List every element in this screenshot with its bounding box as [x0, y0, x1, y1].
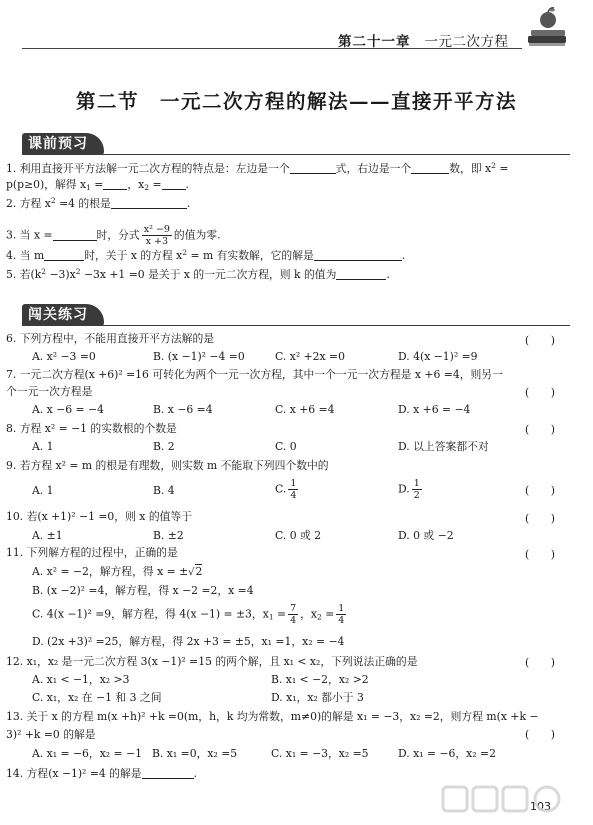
q14-blank[interactable]: [142, 767, 194, 779]
section-title: 第二节 一元二次方程的解法——直接开平方法: [75, 90, 517, 113]
question-6-stem: 6. 下列方程中，不能用直接开平方法解的是: [6, 332, 215, 345]
question-11-stem: 11. 下列解方程的过程中，正确的是: [6, 546, 178, 559]
q1-blank-x2[interactable]: [162, 178, 186, 190]
q2-blank[interactable]: [111, 197, 187, 209]
q7-option-b[interactable]: B. x −6 =4: [153, 403, 213, 416]
answer-parens-12[interactable]: ( ): [525, 656, 556, 669]
answer-parens-8[interactable]: ( ): [525, 423, 556, 436]
q12-option-b[interactable]: B. x₁ < −2，x₂ >2: [271, 673, 369, 686]
q3-blank[interactable]: [53, 229, 97, 241]
question-8-stem: 8. 方程 x² = −1 的实数根的个数是: [6, 422, 177, 435]
q5-blank[interactable]: [336, 268, 386, 280]
question-1-line-1: 1. 利用直接开平方法解一元二次方程的特点是：左边是一个 式，右边是一个 数，即 $x^2$ =: [6, 161, 509, 175]
question-9-stem: 9. 若方程 x² = m 的根是有理数，则实数 m 不能取下列四个数中的: [6, 459, 329, 472]
question-2: 2. 方程 $x^2 =4$ 的根是 .: [6, 196, 191, 210]
question-13-stem-2: 3)² +k =0 的解是: [6, 728, 96, 741]
q10-option-a[interactable]: A. ±1: [32, 529, 63, 542]
q10-option-d[interactable]: D. 0 或 −2: [398, 529, 454, 542]
q4-blank-1[interactable]: [44, 249, 84, 261]
q12-option-a[interactable]: A. x₁ < −1，x₂ >3: [32, 673, 130, 686]
q12-option-d[interactable]: D. x₁，x₂ 都小于 3: [271, 691, 364, 704]
answer-parens-11[interactable]: ( ): [525, 548, 556, 561]
q3-fraction: $\frac{\text{x² −9}}{x +3}$: [143, 224, 170, 247]
chapter-label: 第二十一章: [338, 34, 411, 50]
running-header: [338, 30, 509, 50]
q9-option-c[interactable]: C. $\frac{1}{4}$: [275, 478, 297, 501]
question-14: 14. 方程(x −1)² =4 的解是 .: [6, 767, 197, 780]
q1-blank-2[interactable]: [411, 162, 449, 174]
answer-parens-9[interactable]: ( ): [525, 484, 556, 497]
q10-option-b[interactable]: B. ±2: [153, 529, 184, 542]
q8-option-a[interactable]: A. 1: [32, 440, 54, 453]
q9-option-b[interactable]: B. 4: [153, 484, 175, 497]
question-5: 5. 若$(k^2 -3)x^2 -3x +1 =0$ 是关于 x 的一元二次方程，则 k 的值为 .: [6, 267, 390, 281]
section-rule-practice: [22, 325, 570, 326]
question-7-stem-2: 个一元一次方程是: [6, 385, 93, 398]
answer-parens-6[interactable]: ( ): [525, 334, 556, 347]
question-1-line-2: p(p≥0)，解得 $x_1$ = ，$x_2$ = .: [6, 178, 189, 192]
question-3: 3. 当 x = 时，分式 $\frac{\text{x² −9}}{x +3}$ 的值为零.: [6, 224, 221, 247]
page-number: 103: [530, 800, 551, 813]
q6-option-c[interactable]: C. x² +2x =0: [275, 350, 345, 363]
q13-option-d[interactable]: D. x₁ = −6，x₂ =2: [398, 747, 496, 760]
answer-parens-7[interactable]: ( ): [525, 386, 556, 399]
question-12-stem: 12. x₁，x₂ 是一元二次方程 3(x −1)² =15 的两个解，且 x₁ < x₂，下列说法正确的是: [6, 655, 418, 668]
q11-option-b[interactable]: B. (x −2)² =4，解方程，得 x −2 =2，x =4: [32, 584, 254, 597]
q13-option-c[interactable]: C. x₁ = −3，x₂ =5: [271, 747, 369, 760]
q4-blank-2[interactable]: [314, 249, 402, 261]
question-13-stem-1: 13. 关于 x 的方程 m(x +h)² +k =0(m，h，k 均为常数，m≠0)的解是 x₁ = −3，x₂ =2，则方程 m(x +k −: [6, 710, 539, 723]
q8-option-d[interactable]: D. 以上答案都不对: [398, 440, 489, 453]
q11-option-d[interactable]: D. (2x +3)² =25，解方程，得 2x +3 = ±5，x₁ =1，x₂ = −4: [32, 635, 345, 648]
q11-option-a[interactable]: A. x² = −2，解方程，得 x = ±√2: [32, 565, 203, 578]
apple-books-icon: [524, 6, 570, 52]
section-rule-preview: [22, 154, 570, 155]
question-10-stem: 10. 若(x +1)² −1 =0，则 x 的值等于: [6, 510, 193, 523]
q9-option-a[interactable]: A. 1: [32, 484, 54, 497]
q13-option-b[interactable]: B. x₁ =0，x₂ =5: [152, 747, 238, 760]
q7-option-c[interactable]: C. x +6 =4: [275, 403, 335, 416]
q13-option-a[interactable]: A. x₁ = −6，x₂ = −1: [32, 747, 142, 760]
q12-option-c[interactable]: C. x₁，x₂ 在 −1 和 3 之间: [32, 691, 162, 704]
q9-option-d[interactable]: D. $\frac{1}{2}$: [398, 478, 420, 501]
q8-option-c[interactable]: C. 0: [275, 440, 297, 453]
q1-blank-x1[interactable]: [103, 178, 127, 190]
section-badge-practice: 闯关练习: [22, 304, 104, 326]
section-badge-preview: 课前预习: [22, 133, 104, 155]
q11-option-c[interactable]: C. 4(x −1)² =9，解方程，得 4(x −1) = ±3，$x_1$ = $\frac{7}{4}$ ，$x_2$ = $\frac{1}{4}$: [32, 603, 345, 626]
question-4: 4. 当 m 时，关于 x 的方程 $x^2 = m$ 有实数解，它的解是 .: [6, 248, 406, 262]
q6-option-b[interactable]: B. (x −1)² −4 =0: [153, 350, 245, 363]
q7-option-a[interactable]: A. x −6 = −4: [32, 403, 104, 416]
q1-blank-1[interactable]: [290, 162, 336, 174]
q10-option-c[interactable]: C. 0 或 2: [275, 529, 322, 542]
q6-option-a[interactable]: A. x² −3 =0: [32, 350, 96, 363]
watermark-logo: [439, 783, 579, 819]
q8-option-b[interactable]: B. 2: [153, 440, 175, 453]
question-7-stem-1: 7. 一元二次方程(x +6)² =16 可转化为两个一元一次方程，其中一个一元一次方程是 x +6 =4，则另一: [6, 368, 503, 381]
answer-parens-10[interactable]: ( ): [525, 512, 556, 525]
q6-option-d[interactable]: D. 4(x −1)² =9: [398, 350, 478, 363]
q7-option-d[interactable]: D. x +6 = −4: [398, 403, 471, 416]
chapter-subtitle: 一元二次方程: [424, 34, 509, 50]
answer-parens-13[interactable]: ( ): [525, 728, 556, 741]
